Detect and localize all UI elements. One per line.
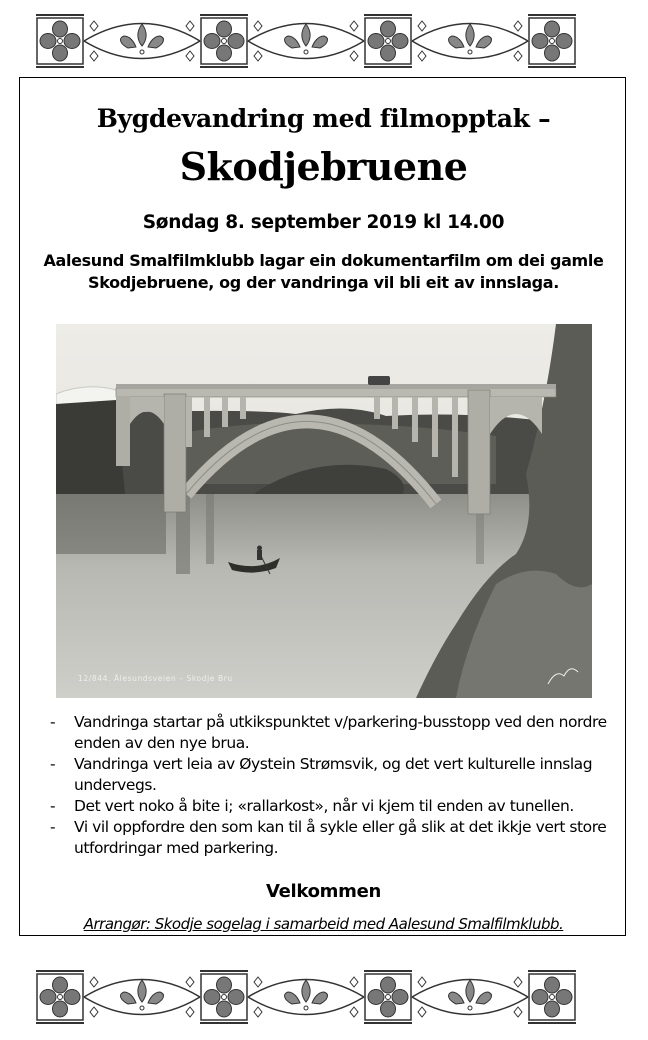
bullet-dash: -: [50, 713, 56, 731]
event-date-time: Søndag 8. september 2019 kl 14.00: [142, 212, 505, 233]
list-item: [50, 796, 620, 817]
bullet-dash: -: [50, 797, 56, 815]
page-title: Skodjebruene: [179, 144, 468, 189]
organizer-credit: Arrangør: Skodje sogelag i samarbeid med Aalesund Smalfilmklubb.: [83, 915, 564, 933]
list-item-text: Vandringa startar på utkikspunktet v/parkering-busstopp ved den nordre enden av den nye brua.: [74, 713, 607, 752]
intro-line-2: Skodjebruene, og der vandringa vil bli eit av innslaga.: [88, 273, 559, 292]
bridge-photo: [56, 324, 592, 698]
celtic-border-ornament-icon: [36, 970, 602, 1024]
details-list: [50, 712, 620, 859]
title-line-1: Bygdevandring med filmopptak –: [96, 104, 551, 133]
list-item: [50, 712, 620, 754]
intro-line-1: Aalesund Smalfilmklubb lagar ein dokumentarfilm om dei gamle: [43, 251, 604, 270]
list-item: [50, 754, 620, 796]
celtic-border-ornament-icon: [36, 14, 602, 68]
list-item-text: Det vert noko å bite i; «rallarkost», når vi kjem til enden av tunellen.: [74, 797, 574, 815]
bullet-dash: -: [50, 818, 56, 836]
intro-text: [20, 250, 627, 294]
list-item-text: Vi vil oppfordre den som kan til å sykle eller gå slik at det ikkje vert store utfordringar med parkering.: [74, 818, 607, 857]
welcome-heading: Velkommen: [265, 881, 381, 902]
photo-caption: 12/844. Ålesundsveien – Skodje Bru: [78, 674, 233, 683]
bullet-dash: -: [50, 755, 56, 773]
poster-frame: [19, 77, 626, 936]
list-item-text: Vandringa vert leia av Øystein Strømsvik, og det vert kulturelle innslag undervegs.: [74, 755, 593, 794]
list-item: [50, 817, 620, 859]
